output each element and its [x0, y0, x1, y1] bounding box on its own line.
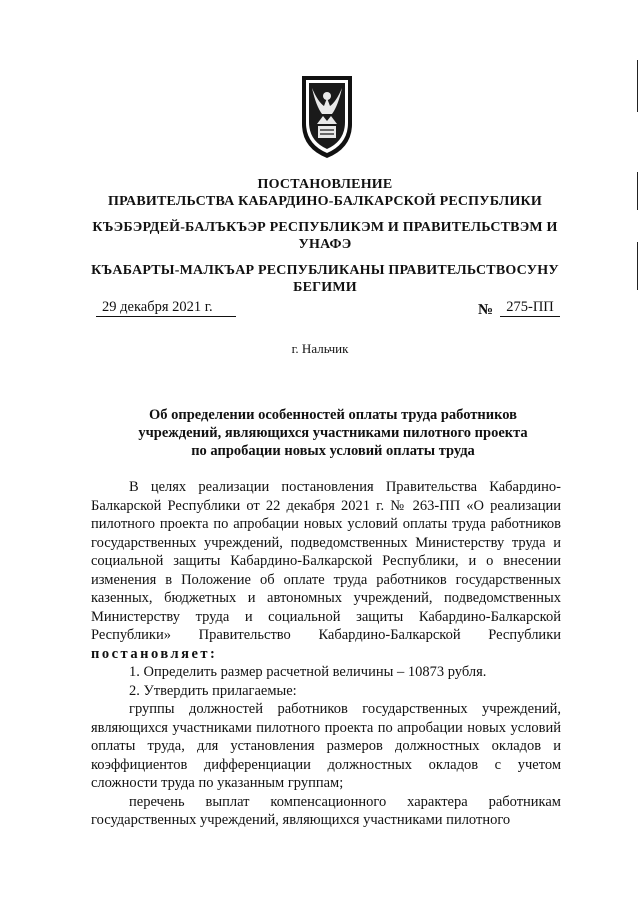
issuer-heading-kabardian-2: УНАФЭ: [298, 237, 352, 252]
title-line: по апробации новых условий оплаты труда: [191, 443, 475, 459]
document-date: 29 декабря 2021 г.: [96, 298, 236, 317]
number-label: №: [478, 302, 494, 318]
body-paragraph: группы должностей работников государственных учреждений, являющихся участниками пилотного проекта по апробации новых условий оплаты труда, для установления размеров должностных окладов и коэффициентов дифференциации должностных окладов с учетом сложности труда по указанным группам;: [91, 701, 561, 791]
body-paragraph: перечень выплат компенсационного характера работникам государственных учреждений, являющихся участниками пилотного: [91, 793, 561, 828]
body-paragraph: [91, 478, 561, 663]
document-type-heading: ПОСТАНОВЛЕНИЕ: [257, 177, 393, 192]
issuer-heading-russian: ПРАВИТЕЛЬСТВА КАБАРДИНО-БАЛКАРСКОЙ РЕСПУБЛИКИ: [107, 194, 543, 209]
body-paragraph: 1. Определить размер расчетной величины – 10873 рубля.: [129, 664, 487, 680]
issuer-heading-kabardian: КЪЭБЭРДЕЙ-БАЛЪКЪЭР РЕСПУБЛИКЭМ И ПРАВИТЕЛЬСТВЭМ И: [92, 220, 558, 235]
title-line: Об определении особенностей оплаты труда работников: [148, 407, 517, 423]
issuer-heading-balkar-2: БЕГИМИ: [293, 280, 357, 295]
scan-edge-mark: [637, 242, 638, 290]
document-body: [91, 478, 561, 830]
scan-edge-mark: [637, 60, 638, 112]
document-title: [98, 406, 568, 460]
resolution-keyword: постановляет:: [91, 645, 218, 662]
body-text: В целях реализации постановления Правительства Кабардино-Балкарской Республики от 22 декабря 2021 г. № 263-ПП «О реализации пилотного проекта по апробации новых условий оплаты труда работников государственных учреждений, подведомственных Министерству труда и социальной защиты Кабардино-Балкарской Республики, и о внесении изменения в Положение об оплате труда работников государственных казенных, бюджетных и автономных учреждений, подведомственных Министерству труда и социальной защиты Кабардино-Балкарской Республики» Правительство Кабардино-Балкарской Республики: [91, 479, 561, 643]
document-number: 275-ПП: [500, 298, 560, 317]
title-line: учреждений, являющихся участниками пилотного проекта: [138, 425, 528, 441]
coat-of-arms-emblem: [296, 72, 358, 160]
issuer-heading-balkar: КЪАБАРТЫ-МАЛКЪАР РЕСПУБЛИКАНЫ ПРАВИТЕЛЬСТВОСУНУ: [91, 263, 559, 278]
body-paragraph: 2. Утвердить прилагаемые:: [129, 682, 297, 699]
city-label: г. Нальчик: [291, 341, 349, 356]
scan-edge-mark: [637, 172, 638, 210]
